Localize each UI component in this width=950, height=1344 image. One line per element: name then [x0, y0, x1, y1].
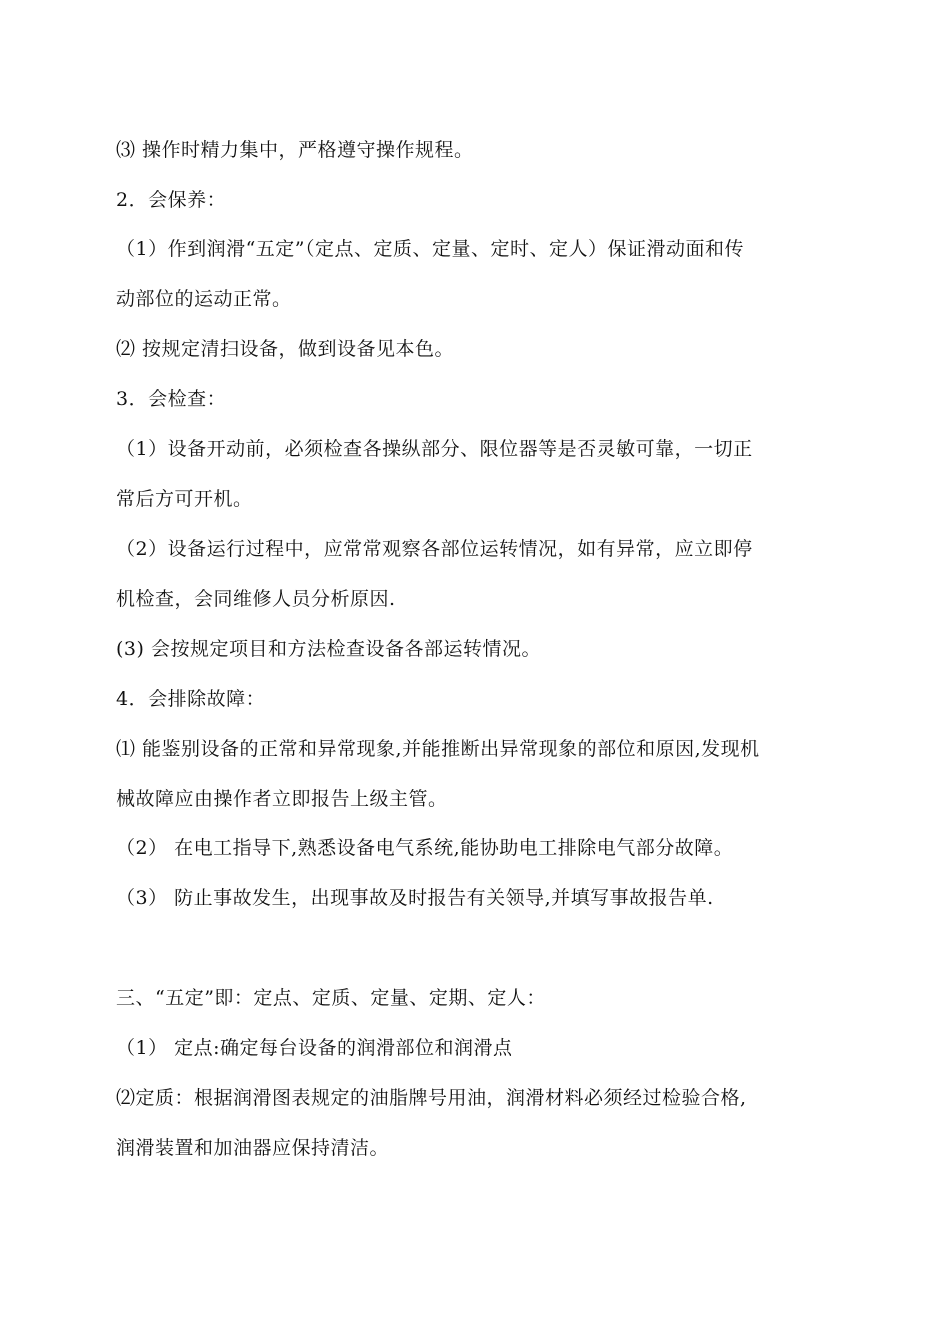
section-heading: 三、“五定”即：定点、定质、定量、定期、定人： [116, 987, 546, 1009]
text-line: （3） 防止事故发生，出现事故及时报告有关领导,并填写事故报告单. [116, 887, 714, 909]
text-line: ⑵ 按规定清扫设备，做到设备见本色。 [116, 338, 455, 360]
text-line: ⑴ 能鉴别设备的正常和异常现象,并能推断出异常现象的部位和原因,发现机 [116, 738, 760, 760]
text-line: 机检查，会同维修人员分析原因. [116, 588, 396, 610]
text-line: （1） 定点:确定每台设备的润滑部位和润滑点 [116, 1037, 513, 1059]
text-line: （1）作到润滑“五定”（定点、定质、定量、定时、定人）保证滑动面和传 [116, 238, 745, 260]
text-line: 械故障应由操作者立即报告上级主管。 [116, 788, 448, 810]
text-line: （2）设备运行过程中，应常常观察各部位运转情况，如有异常，应立即停 [116, 538, 753, 560]
section-heading: 4．会排除故障： [116, 688, 266, 710]
text-line: ⑵定质：根据润滑图表规定的油脂牌号用油，润滑材料必须经过检验合格, [116, 1087, 747, 1109]
text-line: ⑶ 操作时精力集中，严格遵守操作规程。 [116, 139, 474, 161]
section-heading: 3．会检查： [116, 388, 227, 410]
text-line: 常后方可开机。 [116, 488, 253, 510]
text-line: （1）设备开动前，必须检查各操纵部分、限位器等是否灵敏可靠，一切正 [116, 438, 753, 460]
text-line: 动部位的运动正常。 [116, 288, 292, 310]
text-line: (3) 会按规定项目和方法检查设备各部运转情况。 [116, 638, 541, 660]
text-line: （2） 在电工指导下,熟悉设备电气系统,能协助电工排除电气部分故障。 [116, 837, 734, 859]
text-line: 润滑装置和加油器应保持清洁。 [116, 1137, 390, 1159]
section-heading: 2．会保养： [116, 189, 227, 211]
